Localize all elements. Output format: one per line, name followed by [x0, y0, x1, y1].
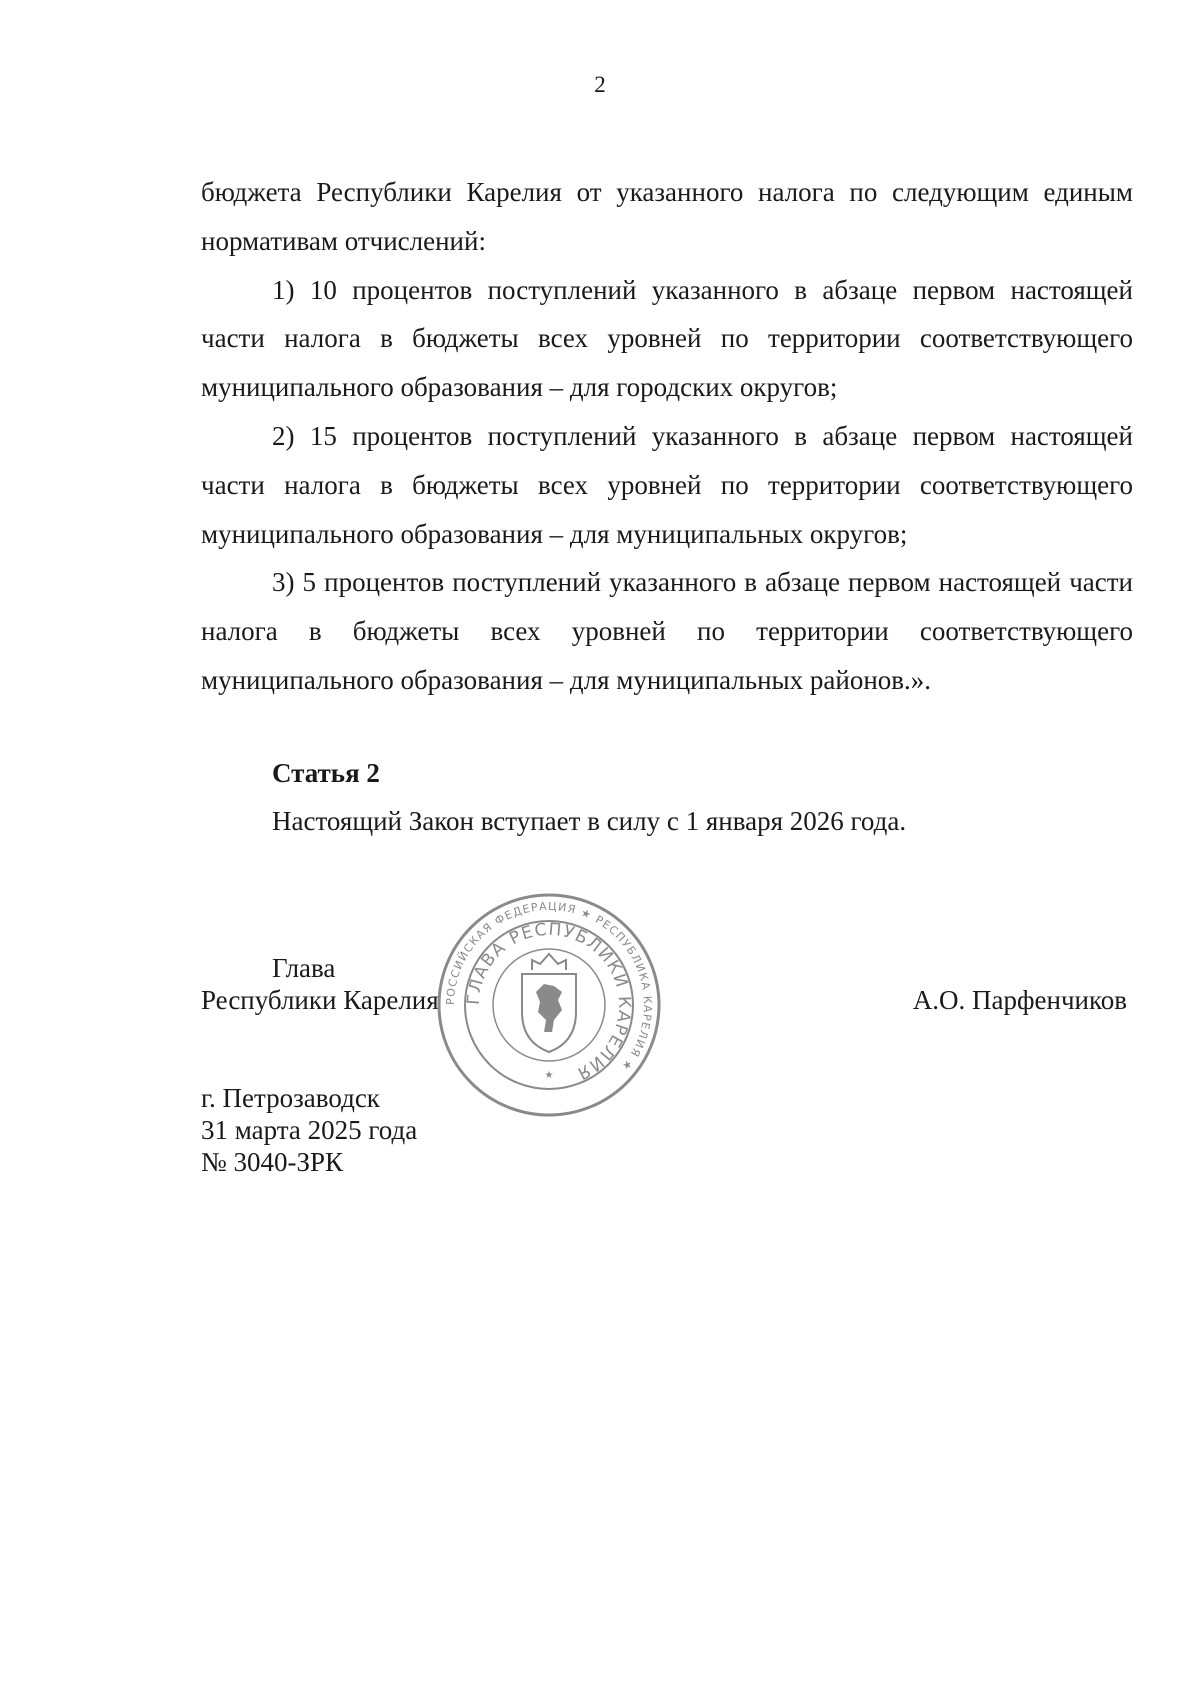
paragraph-continuation: бюджета Республики Карелия от указанного налога по следующим единым нормативам отчислений:	[201, 177, 1133, 256]
place-date: 31 марта 2025 года	[201, 1115, 418, 1145]
law-number: № 3040-ЗРК	[201, 1147, 344, 1177]
list-item-2: 2) 15 процентов поступлений указанного в абзаце первом настоящей части налога в бюджеты всех уровней по территории соответствующего муниципального образования – для муниципальных округов;	[201, 420, 1133, 549]
place-city: г. Петрозаводск	[201, 1083, 380, 1113]
signer-name: А.О. Парфенчиков	[912, 985, 1127, 1015]
coat-of-arms-icon	[522, 954, 576, 1052]
list-item-3: 3) 5 процентов поступлений указанного в абзаце первом настоящей части налога в бюджеты всех уровней по территории соответствующего муниципального образования – для муниципальных районов.».	[201, 567, 1133, 695]
list-item-1: 1) 10 процентов поступлений указанного в абзаце первом настоящей части налога в бюджеты всех уровней по территории соответствующего муниципального образования – для городских округов;	[201, 274, 1133, 403]
article-text: Настоящий Закон вступает в силу с 1 января 2026 года.	[272, 806, 907, 836]
article-heading: Статья 2	[272, 758, 380, 788]
svg-text:★: ★	[544, 1070, 554, 1081]
seal-inner-text: ГЛАВА РЕСПУБЛИКИ КАРЕЛИЯ	[463, 919, 635, 1084]
official-seal-stamp	[436, 892, 662, 1118]
seal-outer-text: РОССИЙСКАЯ ФЕДЕРАЦИЯ ★ РЕСПУБЛИКА КАРЕЛИЯ ★	[443, 899, 655, 1074]
page-number: 2	[594, 72, 606, 97]
document-body	[201, 168, 1133, 705]
signer-title-line-1: Глава	[272, 953, 336, 983]
signer-title-line-2: Республики Карелия	[201, 985, 439, 1015]
